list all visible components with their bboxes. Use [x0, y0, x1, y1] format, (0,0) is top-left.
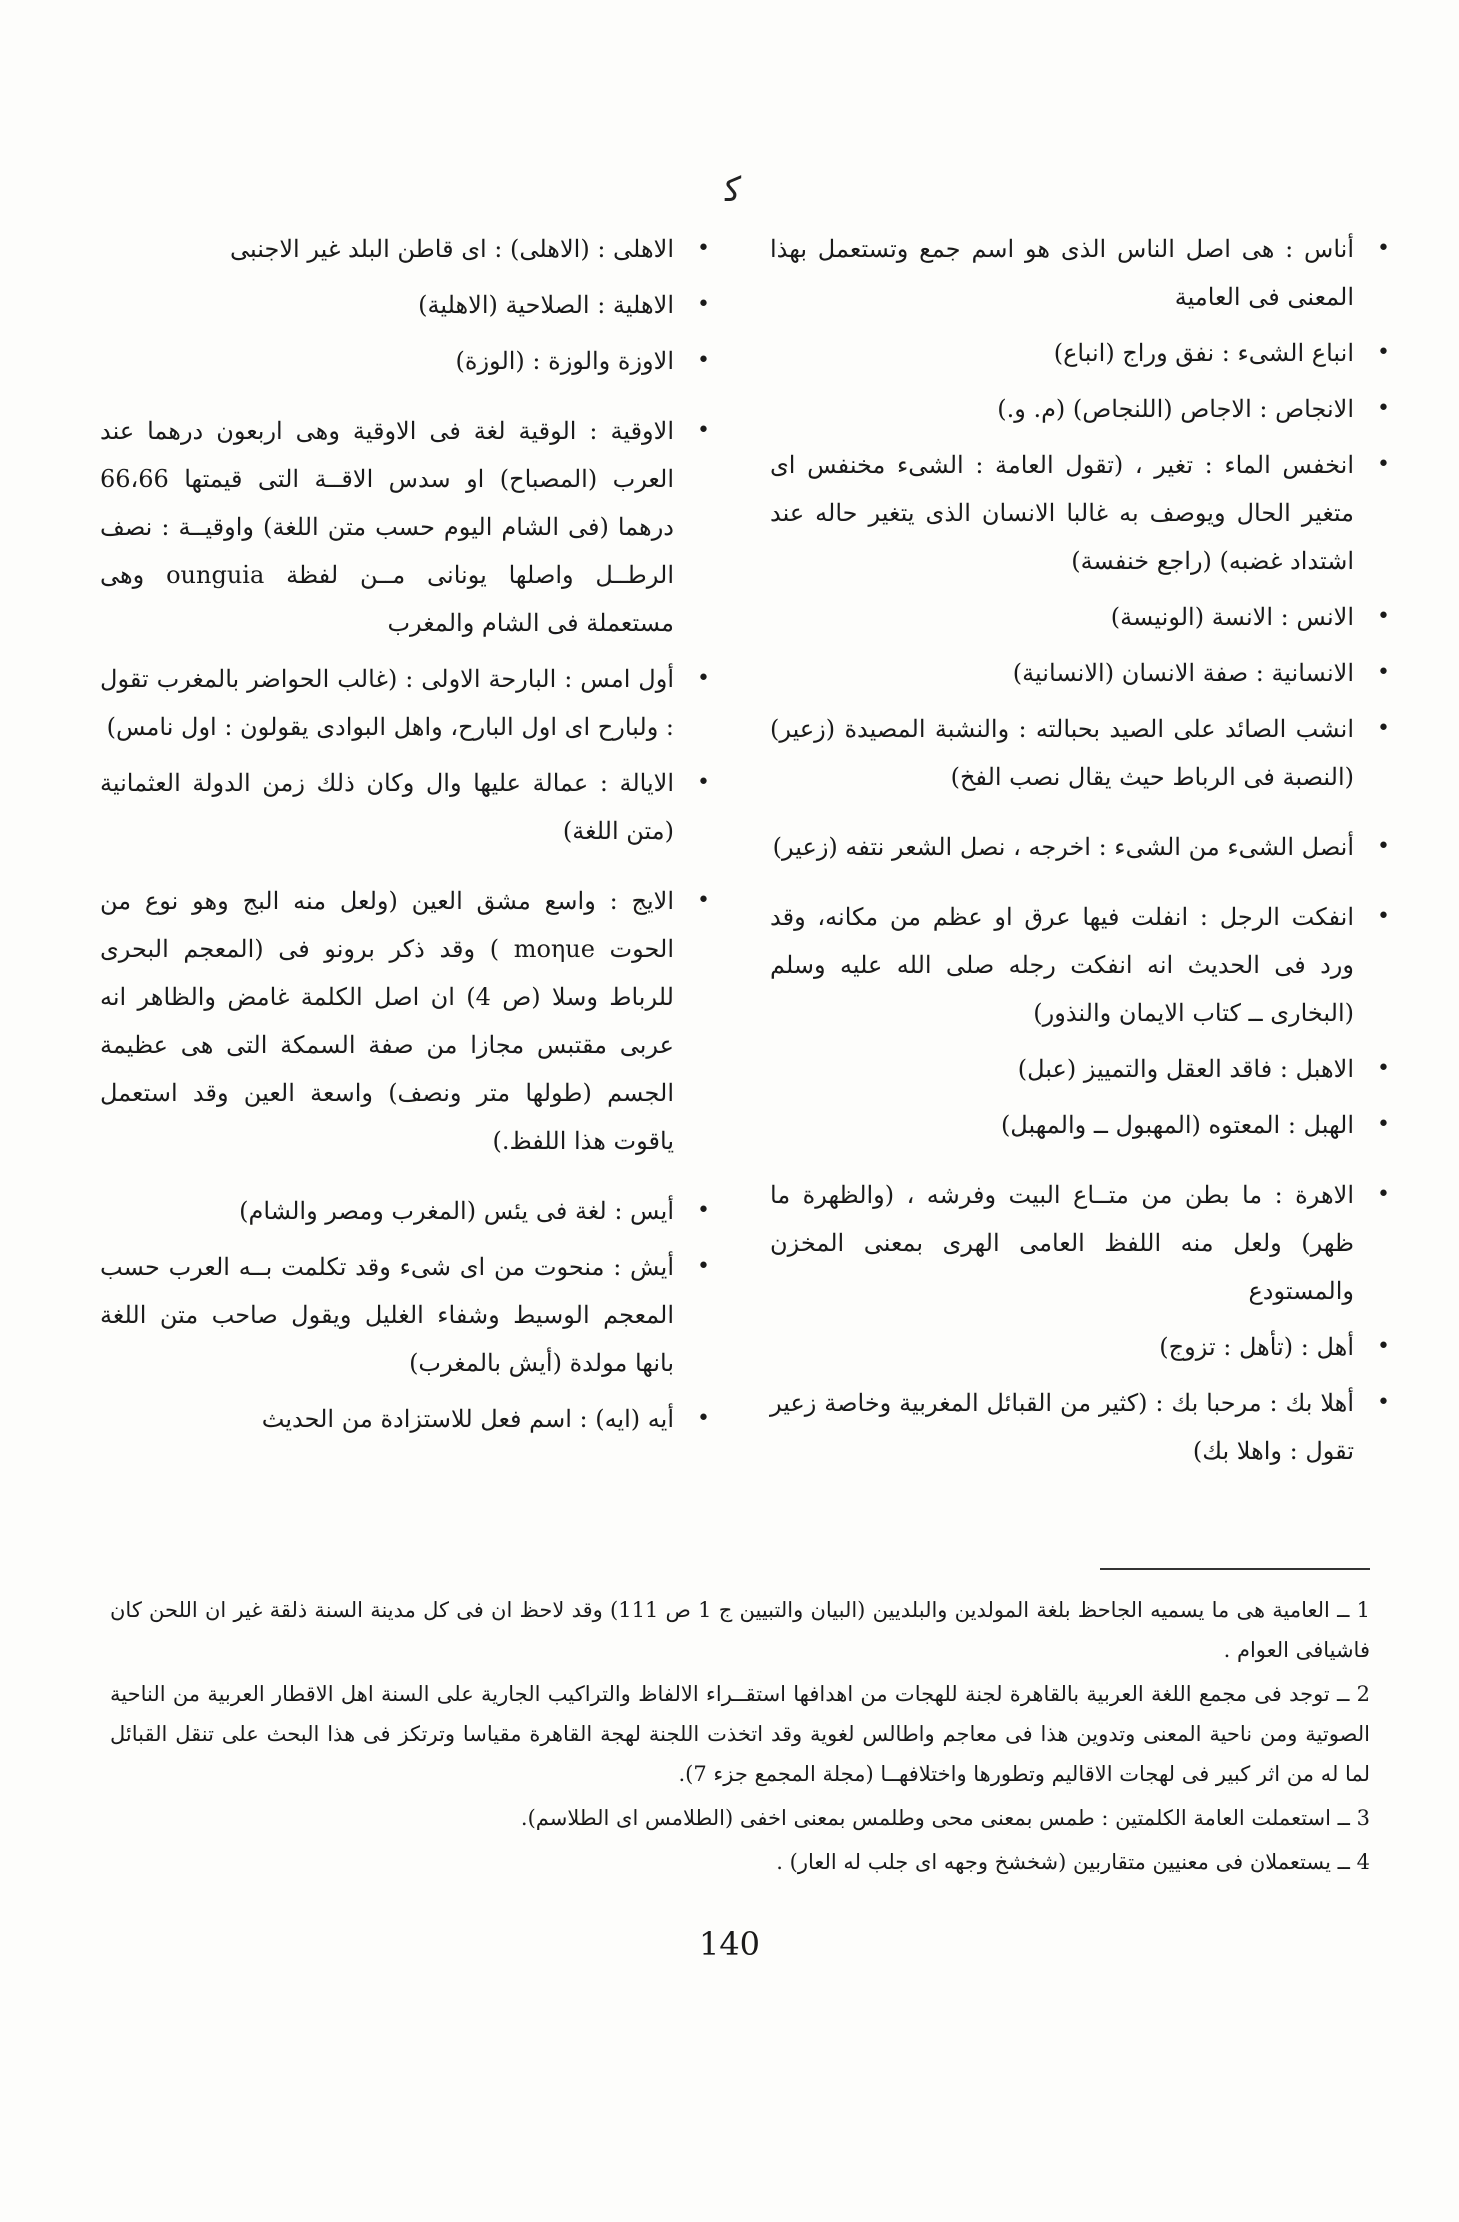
footnote-3: 3 ــ استعملت العامة الكلمتين : طمس بمعنى محى وطلمس بمعنى اخفى (الطلامس اى الطلاسم).: [520, 1806, 1370, 1830]
left-column-entry-text: الاهلى : (الاهلى) : اى قاطن البلد غير الاجنبى: [230, 235, 674, 263]
right-column-entry: [770, 649, 1390, 697]
right-column-entry: [770, 385, 1390, 433]
bullet-icon: •: [697, 1254, 710, 1279]
footnote-1: 1 ــ العامية هى ما يسميه الجاحظ بلغة المولدين والبلديين (البيان والتبيين ج 1 ص 111) وقد لاحظ ان فى كل مدينة السنة ذلقة غير ان اللحن كان فاشيافى العوام .: [110, 1598, 1370, 1662]
right-column-entry: [770, 329, 1390, 377]
left-column-entry-text: أول امس : البارحة الاولى : (غالب الحواضر بالمغرب تقول : ولبارح اى اول البارح، واهل البوادى يقولون : اول نامس): [100, 665, 674, 741]
right-column-entry: [770, 441, 1390, 585]
right-column-entry-text: انخفس الماء : تغير ، (تقول العامة : الشىء مخنفس اى متغير الحال ويوصف به غالبا الانسان الذى يتغير حاله عند اشتداد غضبه) (راجع خنفسة): [770, 451, 1354, 575]
bullet-icon: •: [1377, 452, 1390, 477]
bullet-icon: •: [1377, 904, 1390, 929]
bullet-icon: •: [1377, 1334, 1390, 1359]
right-column-entry-text: الاهبل : فاقد العقل والتمييز (عبل): [1017, 1055, 1354, 1083]
right-column-entry-text: الاهرة : ما بطن من متــاع البيت وفرشه ، (والظهرة ما ظهر) ولعل منه اللفظ العامى الهرى بمعنى المخزن والمستودع: [770, 1181, 1354, 1305]
bullet-icon: •: [697, 292, 710, 317]
bullet-icon: •: [1377, 236, 1390, 261]
left-column-entry-text: الاهلية : الصلاحية (الاهلية): [418, 291, 674, 319]
bullet-icon: •: [697, 888, 710, 913]
right-column-entry: [770, 823, 1390, 871]
right-column-entry-text: أناس : هى اصل الناس الذى هو اسم جمع وتستعمل بهذا المعنى فى العامية: [770, 235, 1354, 311]
footnote-divider: [1100, 1568, 1370, 1570]
footnotes: [110, 1590, 1370, 1886]
right-column-entry-text: الانس : الانسة (الونيسة): [1110, 603, 1354, 631]
bullet-icon: •: [1377, 340, 1390, 365]
right-column: [770, 225, 1390, 1483]
left-column-entry: [100, 1243, 710, 1387]
bullet-icon: •: [697, 348, 710, 373]
right-column-entry: [770, 1101, 1390, 1149]
bullet-icon: •: [1377, 834, 1390, 859]
left-column-entry-text: الاوزة والوزة : (الوزة): [455, 347, 674, 375]
bullet-icon: •: [697, 1406, 710, 1431]
bullet-icon: •: [697, 236, 710, 261]
right-column-entry: [770, 893, 1390, 1037]
left-column-entry: [100, 281, 710, 329]
right-column-entry: [770, 705, 1390, 801]
right-column-entry: [770, 593, 1390, 641]
right-column-entry-text: انفكت الرجل : انفلت فيها عرق او عظم من مكانه، وقد ورد فى الحديث انه انفكت رجله صلى الله عليه وسلم (البخارى ــ كتاب الايمان والنذور): [770, 903, 1354, 1027]
right-column-entry: [770, 225, 1390, 321]
right-column-entry-text: الانجاص : الاجاص (اللنجاص) (م. و.): [997, 395, 1354, 423]
footnote-2: 2 ــ توجد فى مجمع اللغة العربية بالقاهرة لجنة للهجات من اهدافها استقــراء الالفاظ والتراكيب الجارية على السنة اهل الاقطار العربية من الناحية الصوتية ومن ناحية المعنى وتدوين هذا فى معاجم واطالس لغوية وقد اتخذت اللجنة لهجة القاهرة مقياسا وترتكز فى هذا البحث على تنقل القبائل لما له من اثر كبير فى لهجات الاقاليم وتطورها واختلافهــا (مجلة المجمع جزء 7).: [110, 1682, 1370, 1786]
right-column-entry: [770, 1323, 1390, 1371]
right-column-entry-text: أنصل الشىء من الشىء : اخرجه ، نصل الشعر نتفه (زعير): [772, 833, 1354, 861]
bullet-icon: •: [697, 1198, 710, 1223]
bullet-icon: •: [1377, 660, 1390, 685]
left-column-entry-text: الايج : واسع مشق العين (ولعل منه البج وهو نوع من الحوت moηue ) وقد ذكر برونو فى (المعجم البحرى للرباط وسلا (ص 4) ان اصل الكلمة غامض والظاهر انه عربى مقتبس مجازا من صفة السمكة التى هى عظيمة الجسم (طولها متر ونصف) واسعة العين وقد استعمل ياقوت هذا اللفظ.): [100, 887, 675, 1155]
right-column-entry: [770, 1171, 1390, 1315]
bullet-icon: •: [697, 666, 710, 691]
right-column-entry: [770, 1379, 1390, 1475]
stray-mark: ﮐ: [725, 170, 742, 210]
left-column-entry: [100, 407, 710, 647]
right-column-entry-text: أهل : (تأهل : تزوج): [1159, 1333, 1354, 1361]
left-column-entry: [100, 759, 710, 855]
bullet-icon: •: [1377, 604, 1390, 629]
bullet-icon: •: [1377, 716, 1390, 741]
left-column-entry-text: الاوقية : الوقية لغة فى الاوقية وهى اربعون درهما عند العرب (المصباح) او سدس الاقــة التى قيمتها 66،66 درهما (فى الشام اليوم حسب متن اللغة) واوقيــة : نصف الرطــل واصلها يونانى مــن لفظة ounguia وهى مستعملة فى الشام والمغرب: [100, 417, 674, 637]
bullet-icon: •: [1377, 396, 1390, 421]
bullet-icon: •: [1377, 1056, 1390, 1081]
left-column-entry-text: أيس : لغة فى يئس (المغرب ومصر والشام): [239, 1197, 674, 1225]
right-column-entry: [770, 1045, 1390, 1093]
left-column-entry-text: أيه (ايه) : اسم فعل للاستزادة من الحديث: [261, 1405, 674, 1433]
bullet-icon: •: [697, 418, 710, 443]
right-column-entry-text: انباع الشىء : نفق وراج (انباع): [1053, 339, 1354, 367]
left-column-entry: [100, 877, 710, 1165]
left-column-entry: [100, 655, 710, 751]
right-column-entry-text: أهلا بك : مرحبا بك : (كثير من القبائل المغربية وخاصة زعير تقول : واهلا بك): [770, 1389, 1354, 1465]
bullet-icon: •: [1377, 1390, 1390, 1415]
left-column-entry-text: الايالة : عمالة عليها وال وكان ذلك زمن الدولة العثمانية (متن اللغة): [100, 769, 674, 845]
bullet-icon: •: [1377, 1182, 1390, 1207]
left-column-entry: [100, 225, 710, 273]
left-column: [100, 225, 710, 1451]
left-column-entry-text: أيش : منحوت من اى شىء وقد تكلمت بــه العرب حسب المعجم الوسيط وشفاء الغليل ويقول صاحب متن اللغة بانها مولدة (أيش بالمغرب): [100, 1253, 674, 1377]
bullet-icon: •: [1377, 1112, 1390, 1137]
left-column-entry: [100, 1187, 710, 1235]
footnote-4: 4 ــ يستعملان فى معنيين متقاربين (شخشخ وجهه اى جلب له العار) .: [776, 1850, 1370, 1874]
left-column-entry: [100, 337, 710, 385]
right-column-entry-text: انشب الصائد على الصيد بحبالته : والنشبة المصيدة (زعير) (النصبة فى الرباط حيث يقال نصب الفخ): [770, 715, 1354, 791]
left-column-entry: [100, 1395, 710, 1443]
bullet-icon: •: [697, 770, 710, 795]
right-column-entry-text: الهبل : المعتوه (المهبول ــ والمهبل): [1000, 1111, 1354, 1139]
page-number: 140: [698, 1925, 761, 1963]
right-column-entry-text: الانسانية : صفة الانسان (الانسانية): [1012, 659, 1354, 687]
